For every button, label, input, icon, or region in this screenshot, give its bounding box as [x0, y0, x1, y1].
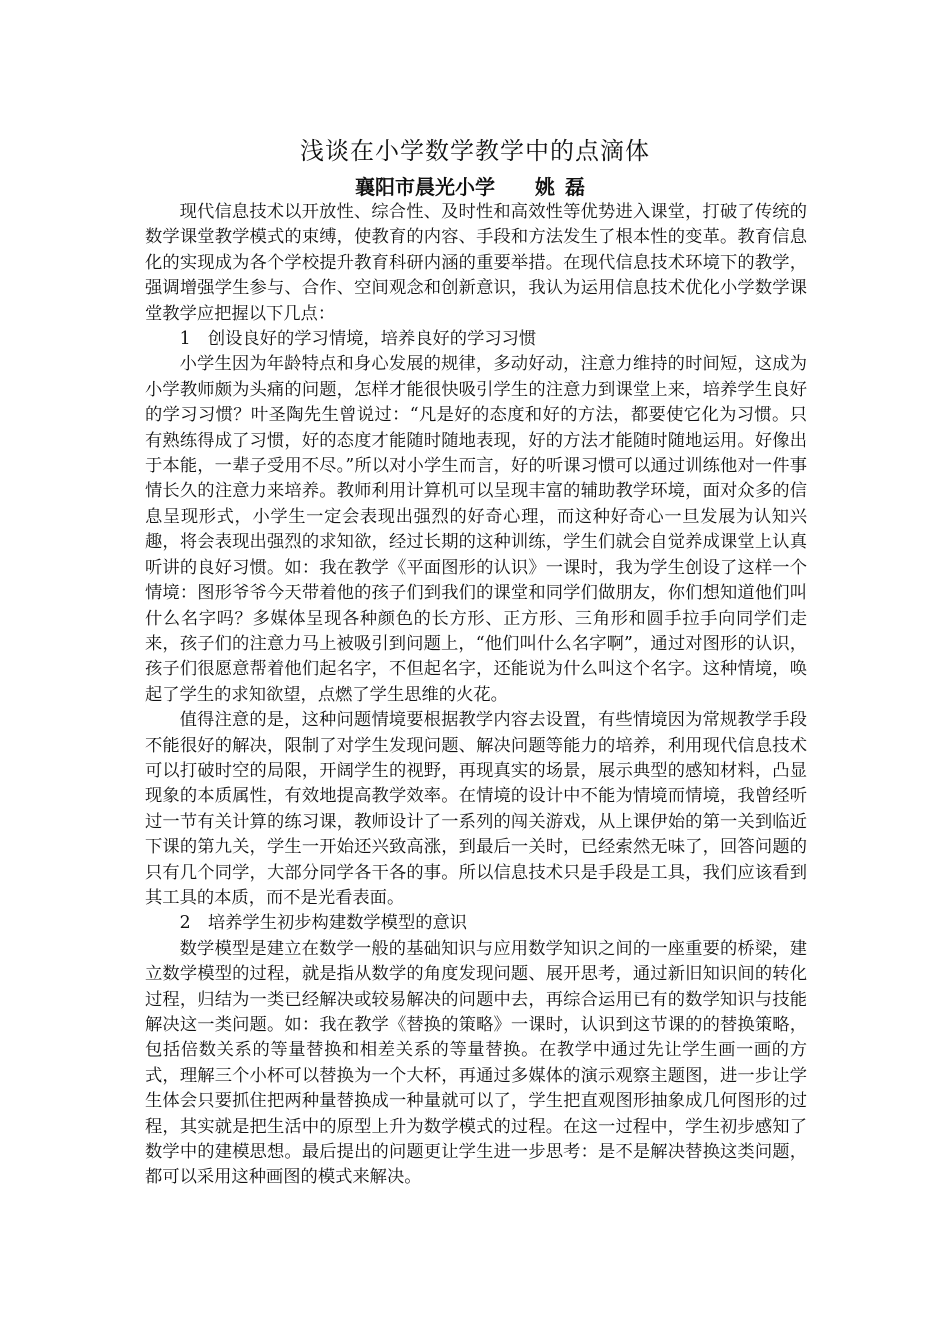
body-paragraph: 数学模型是建立在数学一般的基础知识与应用数学知识之间的一座重要的桥梁，建立数学模型的过程，就是指从数学的角度发现问题、展开思考，通过新旧知识间的转化过程，归结为一类已经解决或较易解决的问题中去，再综合运用已有的数学知识与技能解决这一类问题。如：我在教学《替换的策略》一课时，认识到这节课的的替换策略，包括倍数关系的等量替换和相差关系的等量替换。在教学中通过先让学生画一画的方式，理解三个小杯可以替换为一个大杯，再通过多媒体的演示观察主题图，进一步让学生体会只要抓住把两种量替换成一种量就可以了，学生把直观图形抽象成几何图形的过程，其实就是把生活中的原型上升为数学模式的过程。在这一过程中，学生初步感知了数学中的建模思想。最后提出的问题更让学生进一步思考：是不是解决替换这类问题，都可以采用这种画图的模式来解决。 — [145, 938, 807, 1188]
section-heading-2: 2 培养学生初步构建数学模型的意识 — [179, 913, 468, 934]
body-paragraph: 小学生因为年龄特点和身心发展的规律，多动好动，注意力维持的时间短，这成为小学教师颇为头痛的问题，怎样才能很快吸引学生的注意力到课堂上来，培养学生良好的学习习惯？叶圣陶先生曾说过：“凡是好的态度和好的方法，都要使它化为习惯。只有熟练得成了习惯，好的态度才能随时随地表现，好的方法才能随时随地运用。好像出于本能，一辈子受用不尽。”所以对小学生而言，好的听课习惯可以通过训练他对一件事情长久的注意力来培养。教师利用计算机可以呈现丰富的辅助教学环境，面对众多的信息呈现形式，小学生一定会表现出强烈的好奇心理，而这种好奇心一旦发展为认知兴趣，将会表现出强烈的求知欲，经过长期的这种训练，学生们就会自觉养成课堂上认真听讲的良好习惯。如：我在教学《平面图形的认识》一课时，我为学生创设了这样一个情境：图形爷爷今天带着他的孩子们到我们的课堂和同学们做朋友，你们想知道他们叫什么名字吗？多媒体呈现各种颜色的长方形、正方形、三角形和圆手拉手向同学们走来，孩子们的注意力马上被吸引到问题上，“他们叫什么名字啊”，通过对图形的认识，孩子们很愿意帮着他们起名字，不但起名字，还能说为什么叫这个名字。这种情境，唤起了学生的求知欲望，点燃了学生思维的火花。 — [145, 354, 807, 705]
body-paragraph: 值得注意的是，这种问题情境要根据教学内容去设置，有些情境因为常规教学手段不能很好的解决，限制了对学生发现问题、解决问题等能力的培养，利用现代信息技术可以打破时空的局限，开阔学生的视野，再现真实的场景，展示典型的感知材料，凸显现象的本质属性，有效地提高教学效率。在情境的设计中不能为情境而情境，我曾经听过一节有关计算的练习课，教师设计了一系列的闯关游戏，从上课伊始的第一关到临近下课的第九关，学生一开始还兴致高涨，到最后一关时，已经索然无味了，回答问题的只有几个同学，大部分同学各干各的事。所以信息技术只是手段是工具，我们应该看到其工具的本质，而不是光看表面。 — [145, 710, 807, 908]
section-heading-1: 1 创设良好的学习情境，培养良好的学习习惯 — [179, 329, 537, 350]
byline-school: 襄阳市晨光小学 — [355, 175, 495, 199]
byline-author: 姚磊 — [535, 175, 595, 199]
byline — [0, 172, 950, 202]
document-title: 浅谈在小学数学教学中的点滴体 — [300, 137, 650, 165]
document-body — [145, 200, 807, 1191]
intro-paragraph: 现代信息技术以开放性、综合性、及时性和高效性等优势进入课堂，打破了传统的数学课堂教学模式的束缚，使教育的内容、手段和方法发生了根本性的变革。教育信息化的实现成为各个学校提升教育科研内涵的重要举措。在现代信息技术环境下的教学，强调增强学生参与、合作、空间观念和创新意识，我认为运用信息技术优化小学数学课堂教学应把握以下几点： — [145, 202, 807, 324]
